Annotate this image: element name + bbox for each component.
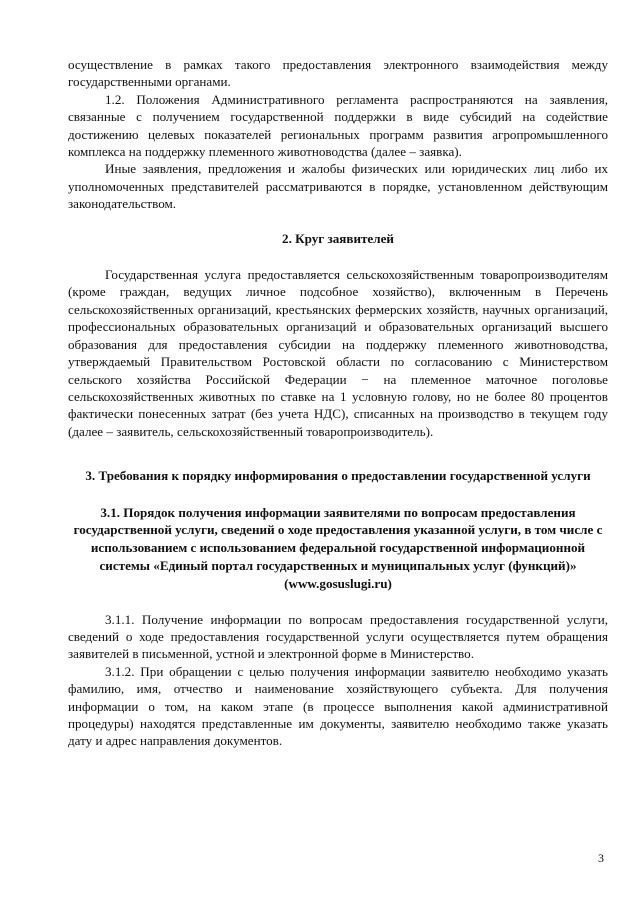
page-number: 3 [598, 851, 604, 865]
paragraph-3-1-2: 3.1.2. При обращении с целью получения информации заявителю необходимо указать фамилию, имя, отчество и наименование хозяйствующего субъекта. Для получения информации о том, на каком этапе (в процессе выполнения какой административной процедуры) находятся представленные им документы, заявителю необходимо также указать дату и адрес направления документов. [68, 663, 608, 749]
document-page [68, 56, 608, 750]
paragraph-applicants: Государственная услуга предоставляется сельскохозяйственным товаропроизводителям (кроме граждан, ведущих личное подсобное хозяйство), включенным в Перечень сельскохозяйственных организаций, крестьянских фермерских хозяйств, научных организаций, профессиональных образовательных организаций и образовательных организаций высшего образования для предоставления субсидии на поддержку племенного животноводства, утверждаемый Правительством Ростовской области по согласованию с Министерством сельского хозяйства Российской Федерации − на племенное маточное поголовье сельскохозяйственных животных по ставке на 1 условную голову, но не более 80 процентов фактически понесенных затрат (без учета НДС), списанных на производство в текущем году (далее – заявитель, сельскохозяйственный товаропроизводитель). [68, 267, 608, 439]
subsection-heading-3-1: 3.1. Порядок получения информации заявителями по вопросам предоставления государственной услуги, сведений о ходе предоставления указанной услуги, в том числе с использованием с использованием федеральной государственной информационной системы «Единый портал государственных и муниципальных услуг (функций)» (www.gosuslugi.ru) [73, 504, 603, 591]
paragraph-other-appeals: Иные заявления, предложения и жалобы физических или юридических лиц либо их уполномоченных представителей рассматриваются в порядке, установленном действующим законодательством. [68, 161, 608, 212]
paragraph-1-2: 1.2. Положения Административного регламента распространяются на заявления, связанные с получением государственной поддержки в виде субсидий на содействие достижению целевых показателей региональных программ развития агропромышленного комплекса на поддержку племенного животноводства (далее – заявка). [68, 91, 608, 160]
paragraph-3-1-1: 3.1.1. Получение информации по вопросам предоставления государственной услуги, сведений о ходе предоставления государственной услуги осуществляется путем обращения заявителей в письменной, устной и электронной форме в Министерство. [68, 611, 608, 662]
section-heading-3: 3. Требования к порядку информирования о предоставлении государственной услуги [85, 468, 591, 484]
paragraph-continuation: осуществление в рамках такого предоставления электронного взаимодействия между государственными органами. [68, 57, 608, 90]
section-heading-2: 2. Круг заявителей [282, 230, 394, 246]
